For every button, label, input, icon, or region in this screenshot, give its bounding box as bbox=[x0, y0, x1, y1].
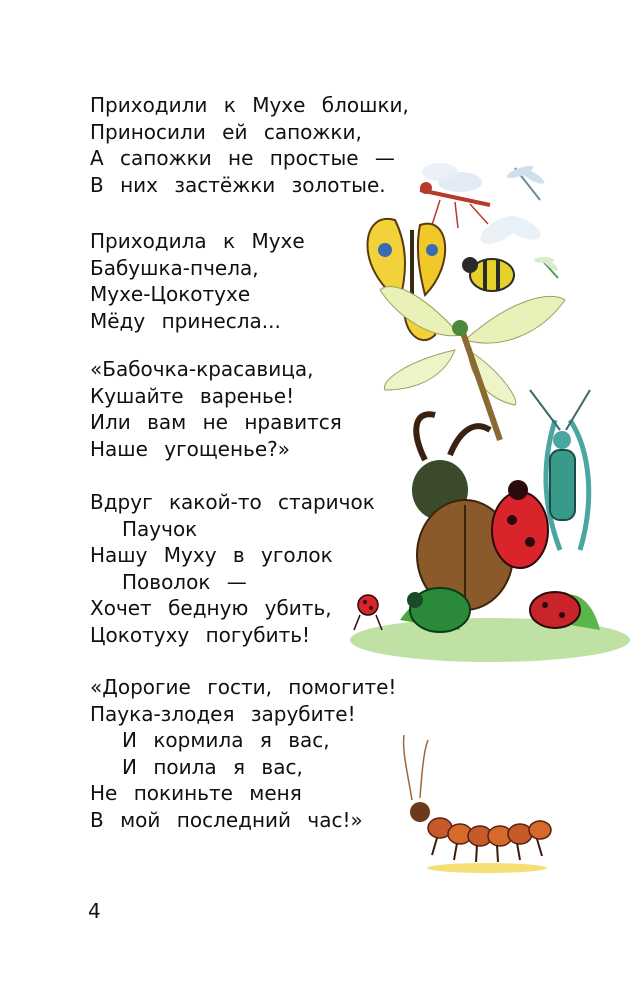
poem-line: Мухе-Цокотухе bbox=[90, 282, 251, 306]
poem-line: Нашу Муху в уголок bbox=[90, 543, 333, 567]
ladybug-icon bbox=[492, 480, 548, 568]
small-ladybug-icon bbox=[354, 595, 382, 630]
poem-line: В них застёжки золотые. bbox=[90, 172, 386, 197]
poem-line: Вдруг какой-то старичок bbox=[90, 490, 375, 514]
stanza-3 bbox=[90, 356, 342, 462]
poem-line: Наше угощенье?» bbox=[90, 436, 290, 461]
poem-line: Приходили к Мухе блошки, bbox=[90, 93, 409, 117]
red-beetle-icon bbox=[530, 592, 580, 628]
poem-line-indented: Паучок bbox=[122, 516, 198, 541]
poem-line: Приносили ей сапожки, bbox=[90, 119, 362, 144]
stanza-5 bbox=[90, 674, 396, 833]
dragonfly-small-icon bbox=[505, 163, 546, 200]
poem-line: Паука-злодея зарубите! bbox=[90, 701, 356, 726]
poem-line: Кушайте варенье! bbox=[90, 383, 295, 408]
stanza-2 bbox=[90, 228, 305, 334]
poem-line: Цокотуху погубить! bbox=[90, 622, 311, 647]
poem-line-indented: Поволок — bbox=[122, 569, 247, 594]
stanza-4 bbox=[90, 489, 375, 648]
poem-line-indented: И кормила я вас, bbox=[122, 728, 330, 752]
poem-line: Мёду принесла... bbox=[90, 308, 281, 333]
poem-line: Бабушка-пчела, bbox=[90, 255, 259, 280]
poem-line: «Дорогие гости, помогите! bbox=[90, 675, 397, 699]
page-number: 4 bbox=[88, 899, 101, 923]
poem-line-indented: И поила я вас, bbox=[122, 754, 303, 779]
dragonfly-small-icon bbox=[534, 255, 560, 278]
mosquito-icon bbox=[420, 163, 490, 228]
poem-line: Приходила к Мухе bbox=[90, 229, 305, 253]
centipede-illustration bbox=[392, 730, 562, 880]
centipede-icon bbox=[404, 735, 551, 873]
poem-line: Не покиньте меня bbox=[90, 781, 302, 805]
dragonfly-icon bbox=[380, 286, 565, 440]
poem-line: А сапожки не простые — bbox=[90, 146, 395, 170]
poem-line: Или вам не нравится bbox=[90, 410, 342, 434]
grass-icon bbox=[350, 595, 630, 662]
poem-line: В мой последний час!» bbox=[90, 807, 363, 832]
bee-icon bbox=[462, 210, 544, 291]
poem-line: «Бабочка-красавица, bbox=[90, 357, 314, 381]
poem-line: Хочет бедную убить, bbox=[90, 596, 332, 620]
insects-illustration bbox=[340, 150, 640, 670]
